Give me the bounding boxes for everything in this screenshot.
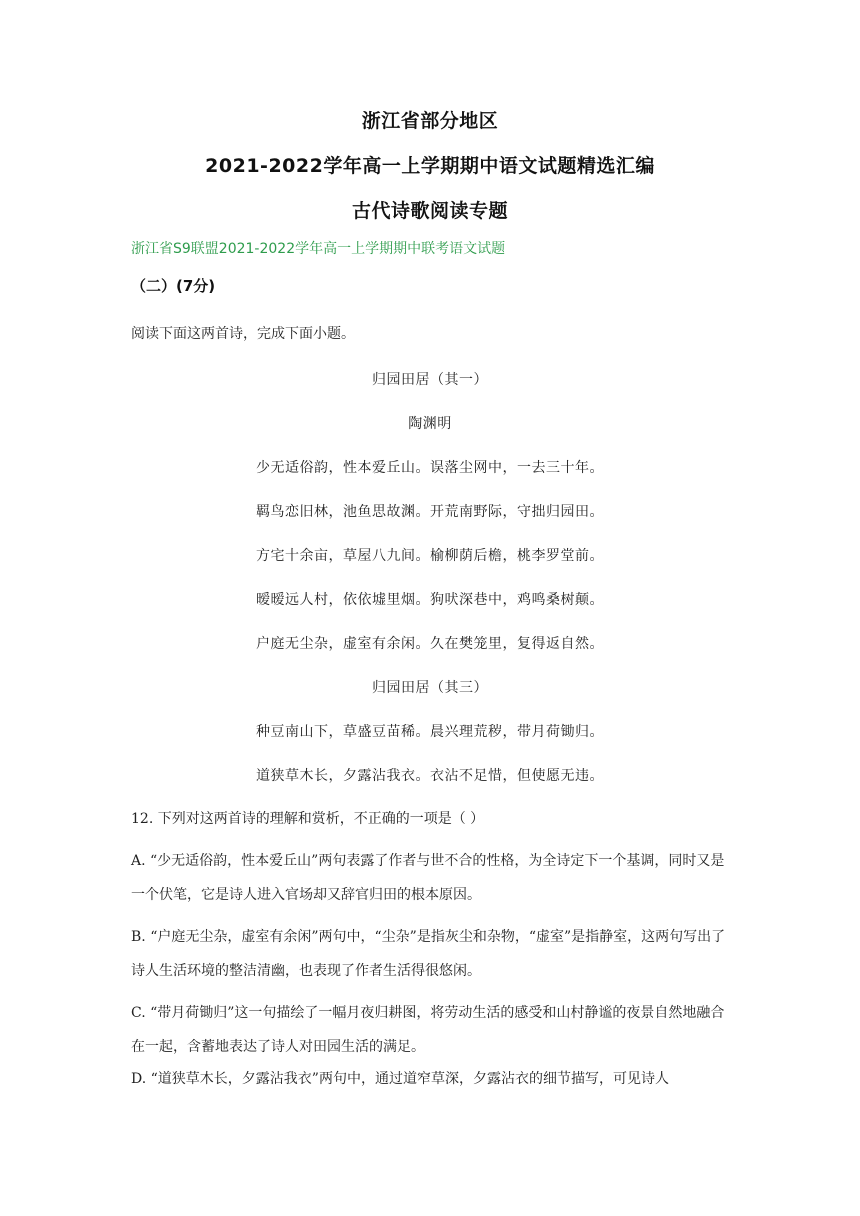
poem1-author: 陶渊明 [408, 416, 452, 432]
source-exam-name: 浙江省S9联盟2021-2022学年高一上学期期中联考语文试题 [131, 241, 506, 257]
poem2-title: 归园田居（其三） [372, 680, 488, 696]
poem1-line: 少无适俗韵，性本爱丘山。误落尘网中，一去三十年。 [256, 460, 604, 476]
doc-title-topic: 古代诗歌阅读专题 [351, 200, 508, 222]
reading-instruction: 阅读下面这两首诗，完成下面小题。 [131, 326, 355, 342]
doc-title-region: 浙江省部分地区 [361, 110, 499, 132]
poem1-line: 户庭无尘杂，虚室有余闲。久在樊笼里，复得返自然。 [256, 636, 604, 652]
option-c: C. “带月荷锄归”这一句描绘了一幅月夜归耕图，将劳动生活的感受和山村静谧的夜景自然地融合在一起，含蓄地表达了诗人对田园生活的满足。 [131, 1005, 725, 1055]
section-label: （二）(7分) [131, 277, 216, 295]
poem1-line: 暧暧远人村，依依墟里烟。狗吠深巷中，鸡鸣桑树颠。 [256, 592, 604, 608]
poem2-line: 种豆南山下，草盛豆苗稀。晨兴理荒秽，带月荷锄归。 [256, 724, 604, 740]
option-d: D. “道狭草木长，夕露沾我衣”两句中，通过道窄草深，夕露沾衣的细节描写，可见诗人 [131, 1071, 669, 1087]
poem1-line: 羁鸟恋旧林，池鱼思故渊。开荒南野际，守拙归园田。 [256, 504, 604, 520]
poem1-line: 方宅十余亩，草屋八九间。榆柳荫后檐，桃李罗堂前。 [256, 548, 604, 564]
option-b: B. “户庭无尘杂，虚室有余闲”两句中，“尘杂”是指灰尘和杂物，“虚室”是指静室，这两句写出了诗人生活环境的整洁清幽，也表现了作者生活得很悠闲。 [131, 929, 726, 979]
question-stem: 12. 下列对这两首诗的理解和赏析，不正确的一项是（ ） [131, 811, 485, 827]
poem1-title: 归园田居（其一） [372, 372, 488, 388]
doc-title-main: 2021-2022学年高一上学期期中语文试题精选汇编 [205, 155, 655, 177]
poem2-line: 道狭草木长，夕露沾我衣。衣沾不足惜，但使愿无违。 [256, 768, 604, 784]
option-a: A. “少无适俗韵，性本爱丘山”两句表露了作者与世不合的性格，为全诗定下一个基调，同时又是一个伏笔，它是诗人进入官场却又辞官归田的根本原因。 [131, 853, 725, 903]
